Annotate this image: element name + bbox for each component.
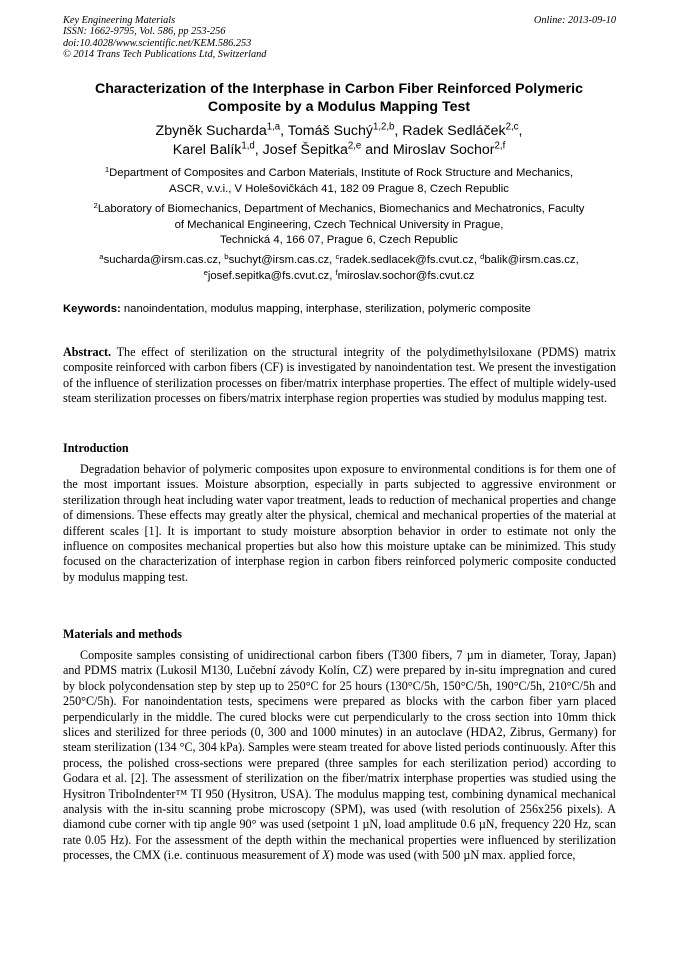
- author-sup: 1,2,b: [372, 121, 395, 133]
- author-sup: 2,e: [347, 140, 362, 152]
- email-link[interactable]: balik@irsm.cas.cz: [484, 254, 576, 266]
- author-name: Radek Sedláček: [402, 123, 506, 139]
- author-name: Tomáš Suchý: [287, 123, 373, 139]
- author-sup: 1,a: [266, 121, 281, 133]
- journal-name: Key Engineering Materials: [63, 15, 176, 26]
- abstract: [63, 345, 616, 407]
- online-date: Online: 2013-09-10: [533, 15, 616, 26]
- author-sup: 1,d: [241, 140, 255, 152]
- author-sup: 2,c: [505, 121, 519, 133]
- journal-header: [63, 15, 616, 61]
- email-link[interactable]: josef.sepitka@fs.cvut.cz: [207, 269, 330, 282]
- author-sup: 2,f: [494, 140, 506, 152]
- title-line-1: Characterization of the Interphase in Carbon Fiber Reinforced Polymeric: [95, 81, 583, 97]
- author-name: Miroslav Sochor: [392, 142, 495, 158]
- affiliation-1: $^1$Department of Composites and Carbon Materials, Institute of Rock Structure and Mechanics, ASCR, v.v.i., V Holešovičkách 41, 182 09 Prague 8, Czech Republic: [104, 164, 574, 195]
- keywords: [63, 302, 616, 316]
- methods-text: Composite samples consisting of unidirectional carbon fibers (T300 fibers, 7 µm in diameter, Toray, Japan) and PDMS matrix (Lukosil M130, Lučební závody Kolín, CZ) were prepared by in-situ impregnation and cured by block polycondensation step by step up to 250°C for 25 hours (130°C/5h, 150°C/5h, 190°C/5h, 210°C/5h and 250°C/5h). For nanoindentation tests, specimens were prepared as blocks with the carbon fiber yarn placed perpendicularly in the middle. The cured blocks were cut perpendicularly to the cross section into 10mm thick slices and sterilized for three periods (0, 300 and 1000 minutes) in an autoclave (HDA2, Zibrus, Germany) for steam sterilization (134 °C, 304 kPa). Samples were steam treated for above listed periods continuously. After this process, the polished cross-sections were prepared (three samples for each sterilization period) according to Godara et al. [2]. The assessment of sterilization on the fiber/matrix interphase properties was studied using the Hysitron TriboIndenter™ TI 950 (Hysitron, USA). The modulus mapping test, combining dynamical mechanical analysis with the in-situ scanning probe microscopy (SPM), was used (with resolution of 256x256 pixels). A diamond cube corner with tip angle 90° was used (setpoint 1 µN, load amplitude 0.6 µN, frequency 220 Hz, scan rate 0.05 Hz). For the assessment of the depth within the mechanical properties were influenced by sterilization processes, the CMX (i.e. continuous measurement of X) mode was used (with 500 µN max. applied force,: [63, 648, 616, 863]
- author-name: Josef Šepitka: [262, 142, 348, 158]
- email-link[interactable]: suchyt@irsm.cas.cz: [228, 254, 330, 266]
- journal-copyright: © 2014 Trans Tech Publications Ltd, Switzerland: [63, 49, 267, 61]
- paper-title: [50, 80, 628, 116]
- author-emails: $^a$sucharda@irsm.cas.cz, $^b$suchyt@irsm.cas.cz, $^c$radek.sedlacek@fs.cvut.cz, $^d$balik@irsm.cas.cz, $^e$josef.sepitka@fs.cvut.cz, $^f$miroslav.sochor@fs.cvut.cz: [99, 251, 579, 282]
- author-line-1: Zbyněk Sucharda$^{1,a}$, Tomáš Suchý$^{1,2,b}$, Radek Sedláček$^{2,c}$,: [155, 121, 523, 139]
- author-name: Karel Balík: [172, 142, 242, 158]
- keywords-label: Keywords:: [63, 303, 121, 315]
- author-line-2: Karel Balík$^{1,d}$, Josef Šepitka$^{2,e}$ and Miroslav Sochor$^{2,f}$: [172, 140, 506, 158]
- affiliation-2: $^2$Laboratory of Biomechanics, Department of Mechanics, Biomechanics and Mechatronics, Faculty of Mechanical Engineering, Czech Technical University in Prague, Technická 4, 166 07, Prague 6, Czech Republic: [93, 200, 585, 246]
- journal-issn: ISSN: 1662-9795, Vol. 586, pp 253-256: [63, 26, 226, 38]
- email-link[interactable]: sucharda@irsm.cas.cz: [103, 254, 218, 266]
- introduction-heading: Introduction: [63, 441, 129, 455]
- title-line-2: Composite by a Modulus Mapping Test: [207, 99, 471, 115]
- abstract-label: Abstract.: [63, 345, 112, 359]
- keywords-text: nanoindentation, modulus mapping, interphase, sterilization, polymeric composite: [120, 303, 531, 315]
- email-link[interactable]: radek.sedlacek@fs.cvut.cz: [339, 254, 474, 266]
- introduction-text: Degradation behavior of polymeric composites upon exposure to environmental conditions is for them one of the most important issues. Moisture absorption, especially in parts subjected to aggressive environment or sterilization through heat including water vapor treatment, leads to reduction of mechanical properties and change of dimensions. These effects may greatly alter the physical, chemical and mechanical properties of the material at different scales [1]. It is important to study moisture absorption behavior in order to estimate not only the influence on composites mechanical properties but also how this moisture uptake can be minimized. This study focused on the characterization of interphase region in carbon fibers reinforced polymeric composite conducted by modulus mapping test.: [63, 462, 616, 584]
- email-link[interactable]: miroslav.sochor@fs.cvut.cz: [337, 269, 475, 282]
- author-name: Zbyněk Sucharda: [155, 123, 267, 139]
- methods-heading: Materials and methods: [63, 627, 182, 641]
- journal-doi: doi:10.4028/www.scientific.net/KEM.586.253: [63, 37, 252, 49]
- author-list: [50, 122, 628, 160]
- abstract-text: The effect of sterilization on the structural integrity of the polydimethylsiloxane (PDMS) matrix composite reinforced with carbon fibers (CF) is investigated by nanoindentation test. We present the investigation of the influence of sterilization processes on fiber/matrix interphase properties. The effect of multiple widely-used steam sterilization processes on fibers/matrix interphase region properties was studied by modulus mapping test.: [63, 345, 616, 406]
